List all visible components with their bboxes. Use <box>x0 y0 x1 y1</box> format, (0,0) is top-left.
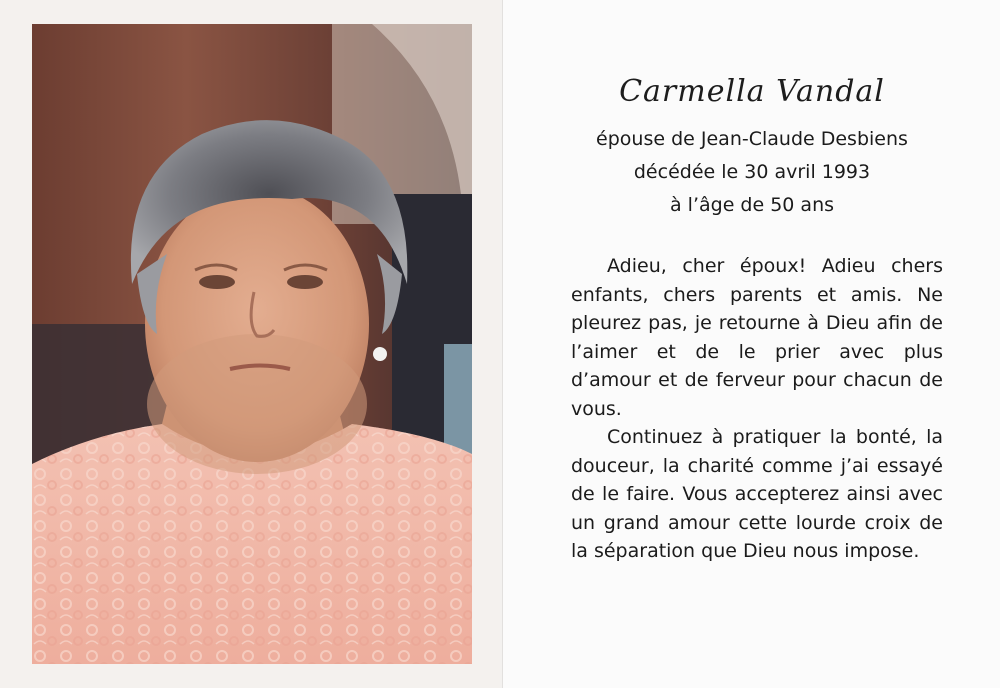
portrait-photo <box>32 24 472 664</box>
farewell-paragraph: Adieu, cher époux! Adieu chers enfants, chers parents et amis. Ne pleurez pas, je retourne à Dieu afin de l’aimer et de le prier avec plus d’amour et de ferveur pour chacun de vous. <box>571 255 943 420</box>
text-card <box>502 0 1000 688</box>
spouse-line: épouse de Jean-Claude Desbiens <box>596 128 908 150</box>
age-line: à l’âge de 50 ans <box>669 194 835 216</box>
exhortation-paragraph: Continuez à pratiquer la bonté, la douceur, la charité comme j’ai essayé de le faire. Vous accepterez ainsi avec un grand amour cette lourde croix de la séparation que Dieu nous impose. <box>571 426 943 562</box>
deceased-name: Carmella Vandal <box>619 74 885 109</box>
portrait-illustration <box>32 24 472 664</box>
death-date-line: décédée le 30 avril 1993 <box>633 161 871 183</box>
